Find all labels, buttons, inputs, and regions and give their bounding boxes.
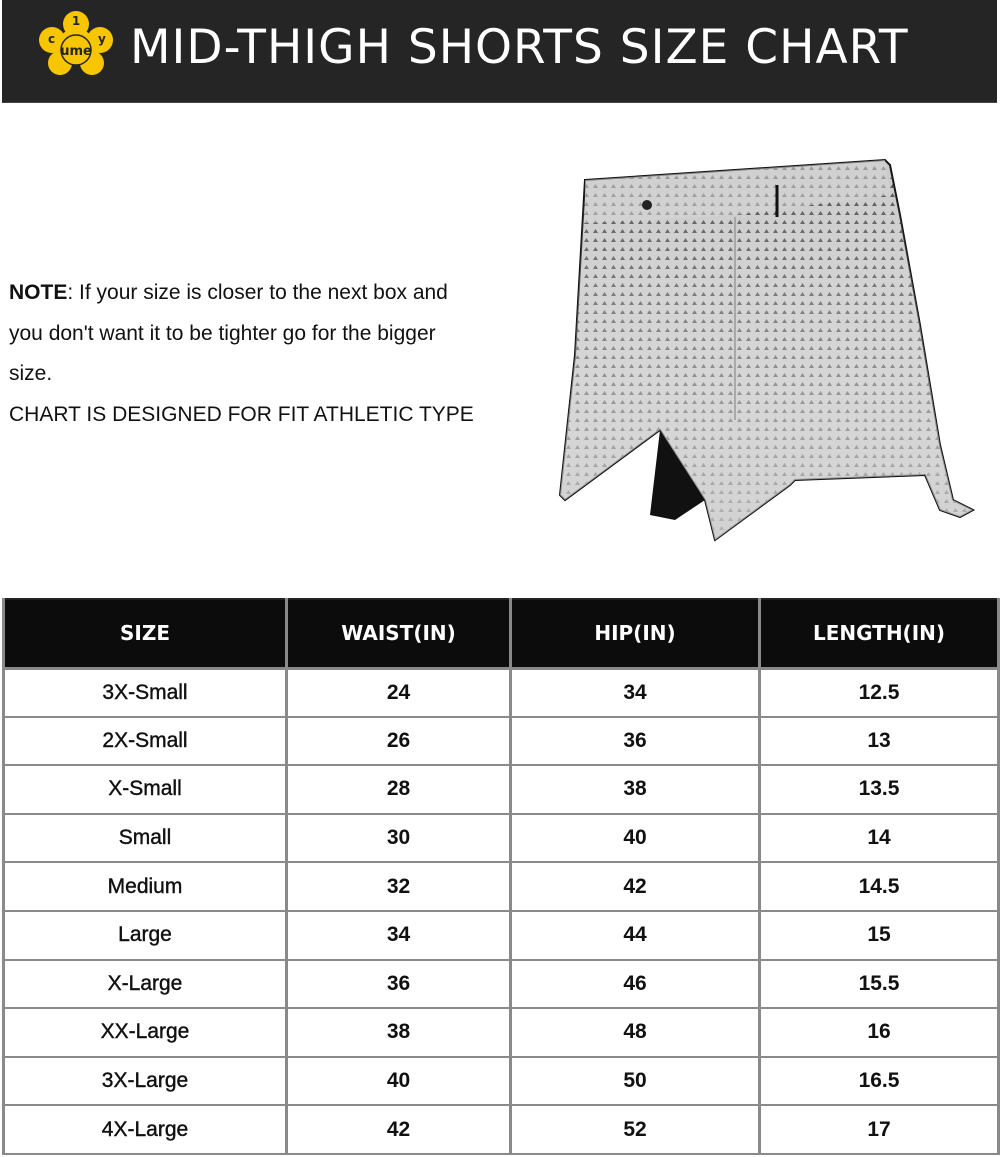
sizing-note <box>9 273 509 435</box>
size-chart-table <box>2 598 1000 1155</box>
size-cell: Medium <box>4 862 287 911</box>
table-row <box>4 814 999 863</box>
waist-cell: 40 <box>287 1057 511 1106</box>
waist-cell: 42 <box>287 1105 511 1154</box>
svg-text:y: y <box>98 32 106 46</box>
note-line-3: size. <box>9 362 53 385</box>
note-fit-type: CHART IS DESIGNED FOR FIT ATHLETIC TYPE <box>9 402 474 426</box>
hip-cell: 48 <box>511 1008 760 1057</box>
waist-cell: 26 <box>287 717 511 766</box>
size-cell: 4X-Large <box>4 1105 287 1154</box>
hip-cell: 44 <box>511 911 760 960</box>
size-cell: 2X-Small <box>4 717 287 766</box>
size-cell: Large <box>4 911 287 960</box>
hip-cell: 38 <box>511 765 760 814</box>
table-row <box>4 1008 999 1057</box>
table-row <box>4 765 999 814</box>
hip-cell: 46 <box>511 960 760 1009</box>
note-label: NOTE <box>9 281 68 304</box>
size-cell: X-Large <box>4 960 287 1009</box>
waist-cell: 38 <box>287 1008 511 1057</box>
length-cell: 17 <box>760 1105 999 1154</box>
column-header-hip: HIP(IN) <box>511 599 760 668</box>
size-cell: 3X-Large <box>4 1057 287 1106</box>
column-header-length: LENGTH(IN) <box>760 599 999 668</box>
length-cell: 16.5 <box>760 1057 999 1106</box>
size-cell: Small <box>4 814 287 863</box>
size-cell: X-Small <box>4 765 287 814</box>
length-cell: 13 <box>760 717 999 766</box>
note-line-1: NOTE: If your size is closer to the next box and <box>9 281 448 304</box>
waist-cell: 28 <box>287 765 511 814</box>
note-line-2: you don't want it to be tighter go for the bigger <box>9 321 436 345</box>
table-row <box>4 717 999 766</box>
svg-text:1: 1 <box>71 14 81 28</box>
column-header-size: SIZE <box>4 599 287 668</box>
svg-text:ume: ume <box>60 44 92 59</box>
size-cell: XX-Large <box>4 1008 287 1057</box>
size-cell: 3X-Small <box>4 668 287 717</box>
hip-cell: 34 <box>511 668 760 717</box>
hip-cell: 36 <box>511 717 760 766</box>
length-cell: 14 <box>760 814 999 863</box>
shorts-product-image <box>555 155 980 550</box>
length-cell: 15.5 <box>760 960 999 1009</box>
header-banner <box>2 0 997 103</box>
waist-cell: 34 <box>287 911 511 960</box>
column-header-waist: WAIST(IN) <box>287 599 511 668</box>
page-title: MID-THIGH SHORTS SIZE CHART <box>130 20 909 75</box>
table-row <box>4 1057 999 1106</box>
length-cell: 16 <box>760 1008 999 1057</box>
table-row <box>4 911 999 960</box>
hip-cell: 40 <box>511 814 760 863</box>
hip-cell: 50 <box>511 1057 760 1106</box>
table-row <box>4 668 999 717</box>
table-row <box>4 1105 999 1154</box>
shorts-logo-icon <box>642 200 652 210</box>
length-cell: 15 <box>760 911 999 960</box>
ume-flower-logo-icon <box>36 10 116 76</box>
waist-cell: 36 <box>287 960 511 1009</box>
svg-text:c: c <box>48 32 56 46</box>
table-row <box>4 960 999 1009</box>
hip-cell: 42 <box>511 862 760 911</box>
waist-cell: 30 <box>287 814 511 863</box>
table-header-row <box>4 599 999 668</box>
hip-cell: 52 <box>511 1105 760 1154</box>
length-cell: 12.5 <box>760 668 999 717</box>
waist-cell: 32 <box>287 862 511 911</box>
waist-cell: 24 <box>287 668 511 717</box>
length-cell: 13.5 <box>760 765 999 814</box>
table-row <box>4 862 999 911</box>
length-cell: 14.5 <box>760 862 999 911</box>
